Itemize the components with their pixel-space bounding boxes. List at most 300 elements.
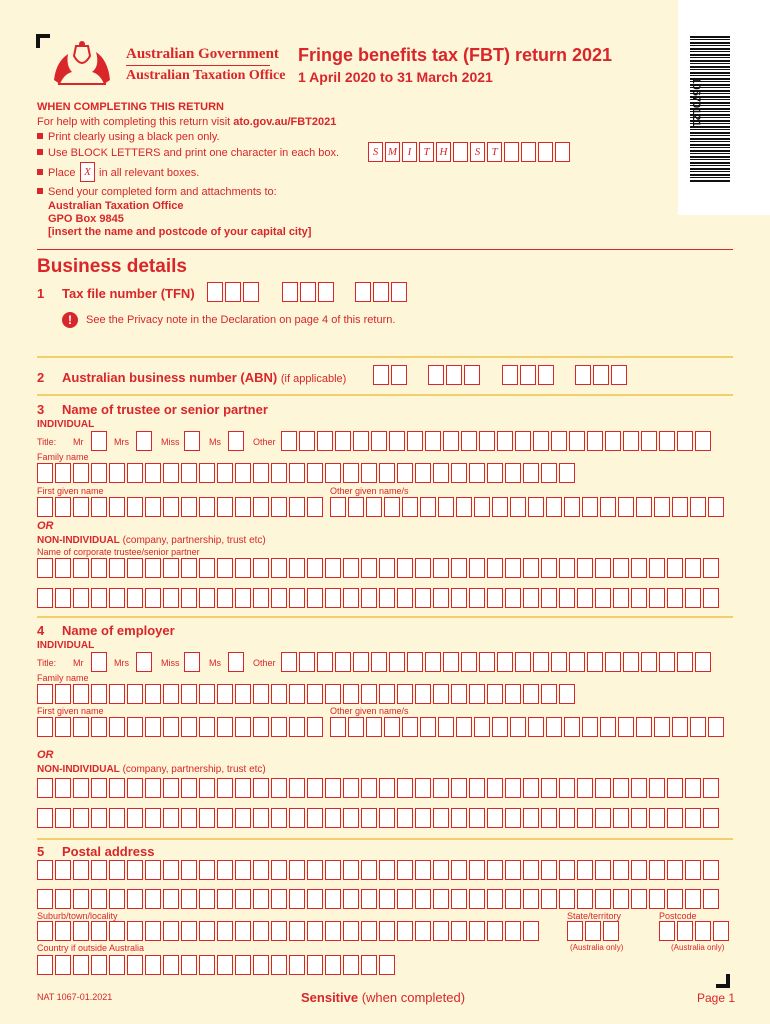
character-box[interactable] [397,921,413,941]
tfn-digit-box[interactable] [207,282,223,302]
character-box[interactable] [559,889,575,909]
character-box[interactable] [109,717,125,737]
character-box[interactable] [587,652,603,672]
character-box[interactable] [541,778,557,798]
abn-digit-box[interactable] [538,365,554,385]
character-box[interactable] [713,921,729,941]
character-box[interactable] [497,652,513,672]
character-box[interactable] [289,808,305,828]
character-box[interactable] [631,808,647,828]
character-box[interactable] [577,808,593,828]
character-box[interactable] [379,588,395,608]
character-box[interactable] [407,431,423,451]
character-box[interactable] [127,717,143,737]
character-box[interactable] [659,431,675,451]
character-box[interactable] [325,463,341,483]
character-box[interactable] [487,588,503,608]
character-box[interactable] [55,860,71,880]
character-box[interactable] [361,463,377,483]
character-box[interactable] [199,808,215,828]
character-box[interactable] [551,652,567,672]
character-box[interactable] [564,497,580,517]
character-box[interactable] [289,778,305,798]
character-box[interactable] [253,717,269,737]
character-box[interactable] [353,652,369,672]
abn-digit-box[interactable] [446,365,462,385]
character-box[interactable] [451,860,467,880]
character-box[interactable] [127,860,143,880]
character-box[interactable] [91,717,107,737]
tfn-digit-box[interactable] [355,282,371,302]
character-box[interactable] [253,588,269,608]
character-box[interactable] [325,808,341,828]
character-box[interactable] [397,558,413,578]
tfn-digit-box[interactable] [225,282,241,302]
character-box[interactable] [181,921,197,941]
character-box[interactable] [631,889,647,909]
character-box[interactable] [497,431,513,451]
character-box[interactable] [55,808,71,828]
character-box[interactable] [415,889,431,909]
character-box[interactable] [505,889,521,909]
character-box[interactable] [145,684,161,704]
character-box[interactable] [325,860,341,880]
character-box[interactable] [667,889,683,909]
character-box[interactable] [217,778,233,798]
tfn-digit-box[interactable] [282,282,298,302]
character-box[interactable] [199,889,215,909]
character-box[interactable] [613,860,629,880]
q3-mrs-checkbox[interactable] [136,431,152,451]
character-box[interactable] [163,860,179,880]
character-box[interactable] [487,860,503,880]
character-box[interactable] [145,588,161,608]
character-box[interactable] [361,860,377,880]
character-box[interactable] [289,717,305,737]
character-box[interactable] [515,431,531,451]
character-box[interactable] [600,497,616,517]
character-box[interactable] [433,684,449,704]
character-box[interactable] [505,921,521,941]
character-box[interactable] [361,588,377,608]
character-box[interactable] [397,463,413,483]
character-box[interactable] [407,652,423,672]
character-box[interactable] [433,558,449,578]
q3-miss-checkbox[interactable] [184,431,200,451]
character-box[interactable] [541,463,557,483]
character-box[interactable] [425,431,441,451]
character-box[interactable] [384,497,400,517]
character-box[interactable] [127,684,143,704]
character-box[interactable] [307,463,323,483]
character-box[interactable] [523,778,539,798]
character-box[interactable] [91,808,107,828]
character-box[interactable] [582,497,598,517]
character-box[interactable] [613,889,629,909]
abn-digit-box[interactable] [391,365,407,385]
character-box[interactable] [469,808,485,828]
tfn-digit-box[interactable] [300,282,316,302]
character-box[interactable] [587,431,603,451]
character-box[interactable] [253,463,269,483]
character-box[interactable] [641,652,657,672]
character-box[interactable] [289,463,305,483]
character-box[interactable] [330,497,346,517]
character-box[interactable] [361,921,377,941]
character-box[interactable] [127,808,143,828]
character-box[interactable] [235,808,251,828]
character-box[interactable] [451,558,467,578]
character-box[interactable] [361,778,377,798]
character-box[interactable] [317,652,333,672]
character-box[interactable] [631,558,647,578]
character-box[interactable] [348,717,364,737]
character-box[interactable] [667,558,683,578]
character-box[interactable] [371,431,387,451]
character-box[interactable] [181,955,197,975]
character-box[interactable] [289,684,305,704]
character-box[interactable] [307,684,323,704]
character-box[interactable] [253,921,269,941]
character-box[interactable] [505,684,521,704]
character-box[interactable] [605,431,621,451]
character-box[interactable] [181,808,197,828]
character-box[interactable] [307,955,323,975]
character-box[interactable] [217,808,233,828]
character-box[interactable] [695,431,711,451]
character-box[interactable] [636,717,652,737]
character-box[interactable] [307,808,323,828]
character-box[interactable] [443,431,459,451]
character-box[interactable] [659,921,675,941]
character-box[interactable] [343,889,359,909]
character-box[interactable] [618,717,634,737]
character-box[interactable] [379,558,395,578]
character-box[interactable] [541,558,557,578]
character-box[interactable] [402,497,418,517]
character-box[interactable] [613,558,629,578]
character-box[interactable] [559,684,575,704]
character-box[interactable] [623,431,639,451]
character-box[interactable] [595,558,611,578]
character-box[interactable] [379,955,395,975]
character-box[interactable] [325,889,341,909]
character-box[interactable] [217,463,233,483]
character-box[interactable] [163,778,179,798]
character-box[interactable] [487,684,503,704]
character-box[interactable] [523,921,539,941]
character-box[interactable] [127,497,143,517]
character-box[interactable] [677,921,693,941]
character-box[interactable] [289,558,305,578]
character-box[interactable] [55,684,71,704]
character-box[interactable] [667,778,683,798]
character-box[interactable] [469,684,485,704]
character-box[interactable] [451,588,467,608]
character-box[interactable] [199,497,215,517]
character-box[interactable] [271,558,287,578]
character-box[interactable] [253,860,269,880]
character-box[interactable] [37,463,53,483]
character-box[interactable] [456,497,472,517]
character-box[interactable] [109,808,125,828]
character-box[interactable] [505,463,521,483]
character-box[interactable] [91,955,107,975]
character-box[interactable] [559,860,575,880]
character-box[interactable] [469,860,485,880]
character-box[interactable] [659,652,675,672]
character-box[interactable] [127,558,143,578]
character-box[interactable] [505,778,521,798]
character-box[interactable] [469,558,485,578]
character-box[interactable] [343,778,359,798]
character-box[interactable] [253,889,269,909]
character-box[interactable] [559,808,575,828]
character-box[interactable] [109,955,125,975]
abn-digit-box[interactable] [428,365,444,385]
character-box[interactable] [541,588,557,608]
character-box[interactable] [91,588,107,608]
character-box[interactable] [361,684,377,704]
character-box[interactable] [479,431,495,451]
character-box[interactable] [91,921,107,941]
character-box[interactable] [649,558,665,578]
character-box[interactable] [703,588,719,608]
character-box[interactable] [73,463,89,483]
tfn-digit-box[interactable] [373,282,389,302]
tfn-digit-box[interactable] [243,282,259,302]
character-box[interactable] [605,652,621,672]
character-box[interactable] [515,652,531,672]
character-box[interactable] [109,889,125,909]
character-box[interactable] [73,588,89,608]
character-box[interactable] [631,860,647,880]
character-box[interactable] [235,463,251,483]
character-box[interactable] [559,778,575,798]
character-box[interactable] [528,717,544,737]
character-box[interactable] [585,921,601,941]
character-box[interactable] [533,431,549,451]
character-box[interactable] [109,463,125,483]
character-box[interactable] [415,778,431,798]
character-box[interactable] [91,889,107,909]
character-box[interactable] [438,497,454,517]
character-box[interactable] [181,717,197,737]
character-box[interactable] [253,955,269,975]
character-box[interactable] [595,588,611,608]
character-box[interactable] [217,717,233,737]
character-box[interactable] [577,778,593,798]
character-box[interactable] [307,558,323,578]
character-box[interactable] [73,921,89,941]
character-box[interactable] [613,588,629,608]
character-box[interactable] [703,558,719,578]
character-box[interactable] [469,463,485,483]
character-box[interactable] [461,652,477,672]
character-box[interactable] [37,684,53,704]
character-box[interactable] [397,778,413,798]
character-box[interactable] [163,497,179,517]
character-box[interactable] [91,463,107,483]
character-box[interactable] [37,497,53,517]
character-box[interactable] [654,497,670,517]
character-box[interactable] [37,717,53,737]
character-box[interactable] [163,808,179,828]
character-box[interactable] [469,588,485,608]
character-box[interactable] [569,652,585,672]
character-box[interactable] [307,778,323,798]
character-box[interactable] [109,921,125,941]
character-box[interactable] [289,955,305,975]
character-box[interactable] [271,955,287,975]
character-box[interactable] [307,588,323,608]
character-box[interactable] [487,889,503,909]
character-box[interactable] [577,889,593,909]
character-box[interactable] [523,684,539,704]
character-box[interactable] [577,588,593,608]
character-box[interactable] [353,431,369,451]
character-box[interactable] [271,808,287,828]
character-box[interactable] [533,652,549,672]
character-box[interactable] [474,497,490,517]
character-box[interactable] [523,588,539,608]
character-box[interactable] [677,652,693,672]
character-box[interactable] [631,588,647,608]
character-box[interactable] [307,889,323,909]
character-box[interactable] [127,463,143,483]
character-box[interactable] [37,860,53,880]
character-box[interactable] [73,889,89,909]
character-box[interactable] [451,684,467,704]
character-box[interactable] [577,860,593,880]
character-box[interactable] [384,717,400,737]
character-box[interactable] [469,889,485,909]
character-box[interactable] [73,778,89,798]
character-box[interactable] [109,860,125,880]
character-box[interactable] [91,497,107,517]
character-box[interactable] [109,588,125,608]
character-box[interactable] [307,497,323,517]
character-box[interactable] [181,860,197,880]
character-box[interactable] [271,860,287,880]
character-box[interactable] [299,652,315,672]
character-box[interactable] [685,778,701,798]
character-box[interactable] [271,717,287,737]
character-box[interactable] [145,921,161,941]
tfn-digit-box[interactable] [391,282,407,302]
character-box[interactable] [181,778,197,798]
character-box[interactable] [271,889,287,909]
character-box[interactable] [145,463,161,483]
character-box[interactable] [685,558,701,578]
character-box[interactable] [55,558,71,578]
abn-digit-box[interactable] [593,365,609,385]
character-box[interactable] [199,463,215,483]
character-box[interactable] [181,497,197,517]
character-box[interactable] [253,808,269,828]
character-box[interactable] [91,684,107,704]
character-box[interactable] [433,860,449,880]
character-box[interactable] [73,717,89,737]
character-box[interactable] [582,717,598,737]
character-box[interactable] [379,860,395,880]
abn-digit-box[interactable] [575,365,591,385]
character-box[interactable] [271,921,287,941]
tfn-digit-box[interactable] [318,282,334,302]
character-box[interactable] [289,889,305,909]
character-box[interactable] [73,808,89,828]
character-box[interactable] [317,431,333,451]
character-box[interactable] [379,921,395,941]
character-box[interactable] [492,497,508,517]
character-box[interactable] [461,431,477,451]
character-box[interactable] [289,497,305,517]
character-box[interactable] [505,860,521,880]
character-box[interactable] [235,497,251,517]
character-box[interactable] [595,860,611,880]
character-box[interactable] [163,684,179,704]
character-box[interactable] [55,889,71,909]
character-box[interactable] [181,588,197,608]
character-box[interactable] [379,778,395,798]
character-box[interactable] [325,955,341,975]
character-box[interactable] [55,497,71,517]
character-box[interactable] [91,558,107,578]
character-box[interactable] [127,921,143,941]
character-box[interactable] [181,684,197,704]
character-box[interactable] [397,860,413,880]
character-box[interactable] [492,717,508,737]
character-box[interactable] [55,717,71,737]
character-box[interactable] [523,558,539,578]
character-box[interactable] [348,497,364,517]
character-box[interactable] [163,588,179,608]
character-box[interactable] [564,717,580,737]
character-box[interactable] [379,808,395,828]
character-box[interactable] [271,778,287,798]
character-box[interactable] [73,860,89,880]
character-box[interactable] [307,717,323,737]
character-box[interactable] [523,808,539,828]
character-box[interactable] [379,463,395,483]
character-box[interactable] [361,558,377,578]
character-box[interactable] [289,921,305,941]
character-box[interactable] [199,717,215,737]
character-box[interactable] [541,808,557,828]
character-box[interactable] [443,652,459,672]
character-box[interactable] [199,921,215,941]
character-box[interactable] [235,889,251,909]
character-box[interactable] [433,588,449,608]
abn-digit-box[interactable] [502,365,518,385]
character-box[interactable] [343,808,359,828]
character-box[interactable] [73,684,89,704]
character-box[interactable] [271,497,287,517]
character-box[interactable] [181,889,197,909]
character-box[interactable] [217,860,233,880]
character-box[interactable] [402,717,418,737]
character-box[interactable] [654,717,670,737]
character-box[interactable] [91,860,107,880]
character-box[interactable] [690,717,706,737]
character-box[interactable] [595,778,611,798]
character-box[interactable] [343,921,359,941]
character-box[interactable] [510,717,526,737]
character-box[interactable] [451,889,467,909]
character-box[interactable] [487,463,503,483]
character-box[interactable] [546,717,562,737]
character-box[interactable] [335,652,351,672]
